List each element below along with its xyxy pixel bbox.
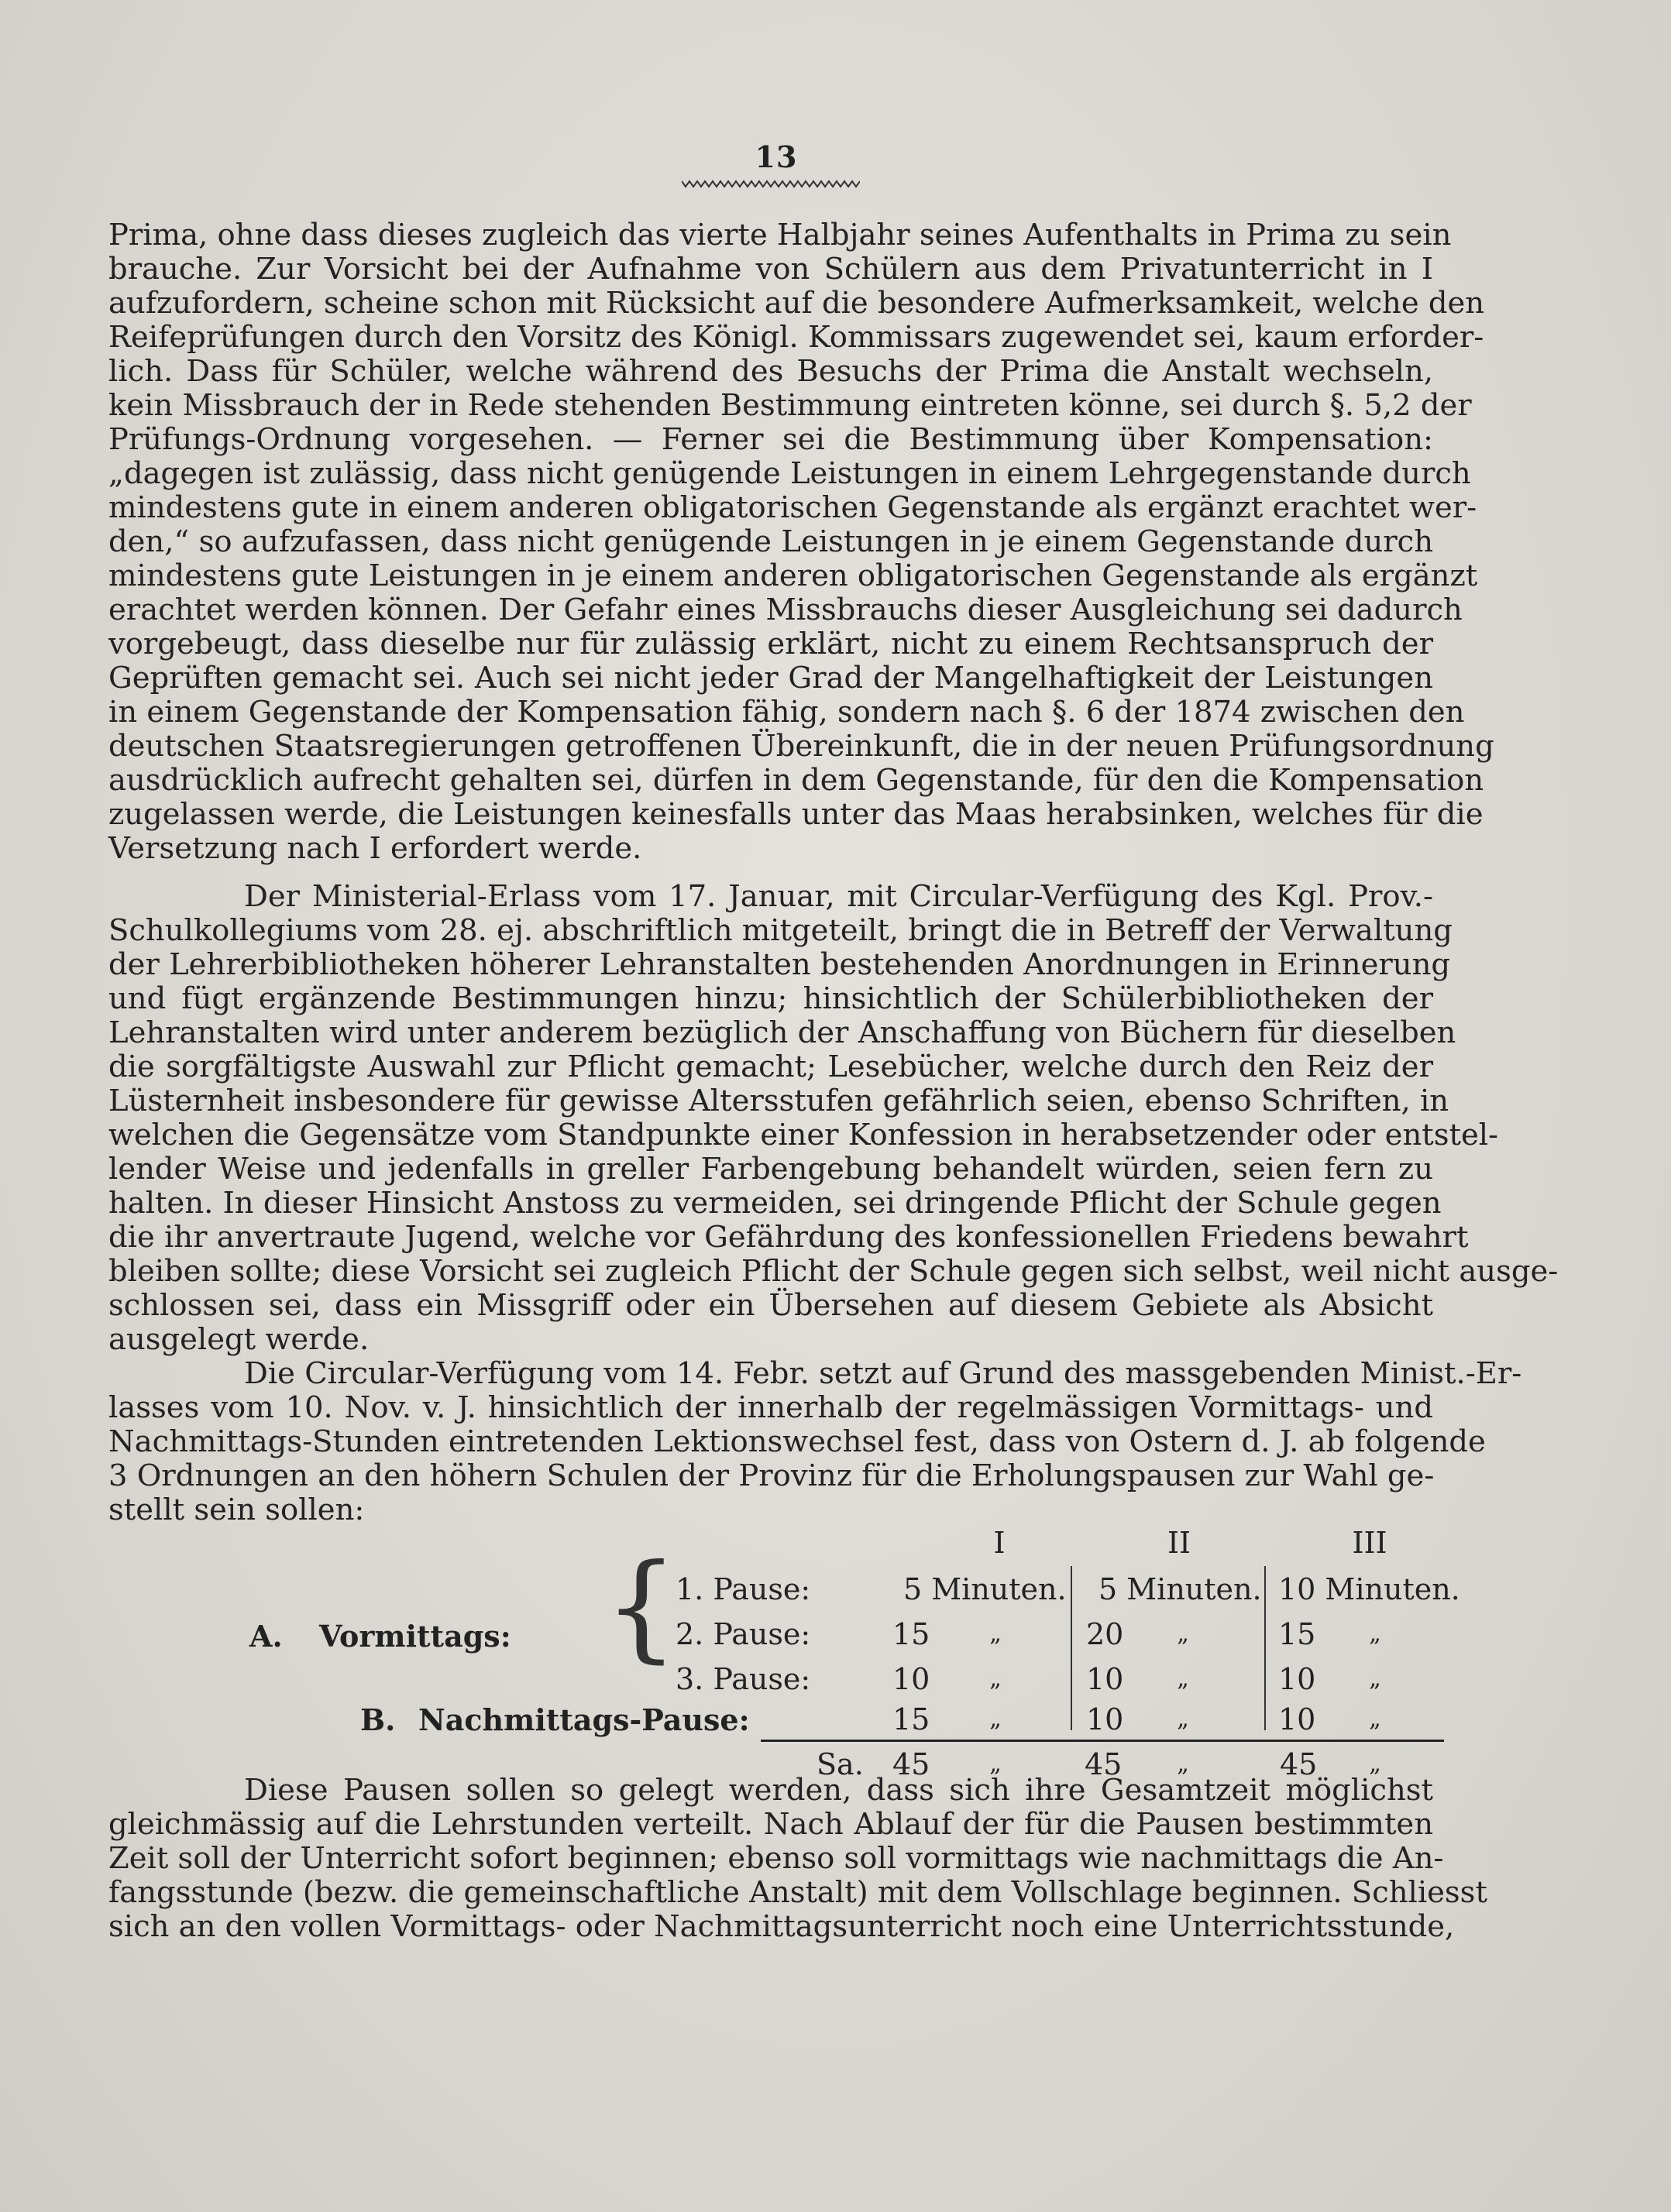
- paragraph-3: [108, 1356, 1522, 1527]
- page-number: 13: [755, 139, 798, 174]
- ditto-mark: „: [1177, 1620, 1189, 1647]
- text-line: halten. In dieser Hinsicht Anstoss zu vermeiden, sei dringende Pflicht der Schule gegen: [108, 1186, 1442, 1221]
- paragraph-2: [108, 879, 1559, 1357]
- text-line: mindestens gute in einem anderen obligatorischen Gegenstande als ergänzt erachtet wer-: [108, 490, 1477, 525]
- ditto-mark: „: [1369, 1620, 1381, 1647]
- text-line: der Lehrerbibliotheken höherer Lehranstalten bestehenden Anordnungen in Erinnerung: [108, 947, 1451, 982]
- cell-r4-c2: 10: [1086, 1702, 1124, 1736]
- text-line: stellt sein sollen:: [108, 1492, 365, 1527]
- text-line: Reifeprüfungen durch den Vorsitz des Königl. Kommissars zugewendet sei, kaum erforder-: [108, 320, 1484, 355]
- text-line: sich an den vollen Vormittags- oder Nachmittagsunterricht noch eine Unterrichtsstunde,: [108, 1909, 1455, 1944]
- row-label-pause-3: 3. Pause:: [676, 1662, 811, 1696]
- ditto-mark: „: [1177, 1750, 1189, 1778]
- text-line: deutschen Staatsregierungen getroffenen Übereinkunft, die in der neuen Prüfungsordnung: [108, 729, 1494, 764]
- cell-r2-c2: 20: [1086, 1617, 1124, 1651]
- paragraph-1: [108, 218, 1494, 866]
- row-label-pause-2: 2. Pause:: [676, 1617, 811, 1651]
- text-line: bleiben sollte; diese Vorsicht sei zugleich Pflicht der Schule gegen sich selbst, weil nicht ausge-: [108, 1254, 1559, 1289]
- column-header-II: II: [1167, 1526, 1191, 1560]
- sum-c3: 45: [1280, 1747, 1318, 1781]
- text-line: kein Missbrauch der in Rede stehenden Bestimmung eintreten könne, sei durch §. 5,2 der: [108, 388, 1472, 423]
- text-line: mindestens gute Leistungen in je einem anderen obligatorischen Gegenstande als ergänzt: [108, 558, 1478, 593]
- text-line: den,“ so aufzufassen, dass nicht genügende Leistungen in je einem Gegenstande durch: [108, 524, 1433, 559]
- sum-label: Sa.: [817, 1747, 864, 1781]
- text-line: lich. Dass für Schüler, welche während des Besuchs der Prima die Anstalt wechseln,: [108, 354, 1433, 389]
- ditto-mark: „: [989, 1705, 1002, 1733]
- text-line: erachtet werden können. Der Gefahr eines Missbrauchs dieser Ausgleichung sei dadurch: [108, 592, 1463, 627]
- text-line: Lehranstalten wird unter anderem bezüglich der Anschaffung von Büchern für dieselben: [108, 1015, 1456, 1050]
- text-line: Diese Pausen sollen so gelegt werden, dass sich ihre Gesamtzeit möglichst: [244, 1773, 1433, 1808]
- cell-r4-c3: 10: [1278, 1702, 1316, 1736]
- text-line: aufzufordern, scheine schon mit Rücksicht auf die besondere Aufmerksamkeit, welche den: [108, 286, 1485, 321]
- text-line: die ihr anvertraute Jugend, welche vor Gefährdung des konfessionellen Friedens bewahrt: [108, 1220, 1469, 1255]
- cell-r1-c3: 10 Minuten.: [1278, 1572, 1460, 1606]
- text-line: lender Weise und jedenfalls in greller Farbengebung behandelt würden, seien fern zu: [108, 1152, 1433, 1187]
- page-number-ornament: [682, 178, 860, 189]
- cell-r3-c3: 10: [1278, 1662, 1316, 1696]
- cell-r4-c1: 15: [892, 1702, 930, 1736]
- text-line: fangsstunde (bezw. die gemeinschaftliche Anstalt) mit dem Vollschlage beginnen. Schliesst: [108, 1875, 1487, 1910]
- text-line: gleichmässig auf die Lehrstunden verteilt. Nach Ablauf der für die Pausen bestimmten: [108, 1807, 1433, 1842]
- sum-rule: [761, 1740, 1444, 1742]
- column-divider: [1264, 1566, 1266, 1730]
- ditto-mark: „: [989, 1750, 1002, 1778]
- text-line: Lüsternheit insbesondere für gewisse Altersstufen gefährlich seien, ebenso Schriften, in: [108, 1084, 1449, 1118]
- cell-r3-c2: 10: [1086, 1662, 1124, 1696]
- ditto-mark: „: [1177, 1705, 1189, 1733]
- cell-r2-c3: 15: [1278, 1617, 1316, 1651]
- row-label-pause-1: 1. Pause:: [676, 1572, 811, 1606]
- cell-r3-c1: 10: [892, 1662, 930, 1696]
- text-line: Schulkollegiums vom 28. ej. abschriftlich mitgeteilt, bringt die in Betreff der Verwaltung: [108, 913, 1453, 948]
- ditto-mark: „: [989, 1665, 1002, 1692]
- paragraph-4: [108, 1773, 1487, 1944]
- text-line: Versetzung nach I erfordert werde.: [108, 831, 642, 866]
- text-line: lasses vom 10. Nov. v. J. hinsichtlich der innerhalb der regelmässigen Vormittags- und: [108, 1390, 1433, 1425]
- text-line: brauche. Zur Vorsicht bei der Aufnahme von Schülern aus dem Privatunterricht in I: [108, 252, 1433, 287]
- column-divider: [1071, 1566, 1072, 1730]
- text-line: Geprüften gemacht sei. Auch sei nicht jeder Grad der Mangelhaftigkeit der Leistungen: [108, 661, 1433, 696]
- text-line: und fügt ergänzende Bestimmungen hinzu; hinsichtlich der Schülerbibliotheken der: [108, 981, 1433, 1016]
- cell-r1-c2: 5 Minuten.: [1099, 1572, 1262, 1606]
- text-line: schlossen sei, dass ein Missgriff oder ein Übersehen auf diesem Gebiete als Absicht: [108, 1288, 1433, 1323]
- text-line: ausgelegt werde.: [108, 1322, 370, 1357]
- text-line: ausdrücklich aufrecht gehalten sei, dürfen in dem Gegenstande, für den die Kompensation: [108, 763, 1484, 798]
- section-a-letter: A.: [249, 1619, 283, 1654]
- text-line: vorgebeugt, dass dieselbe nur für zulässig erklärt, nicht zu einem Rechtsanspruch der: [108, 627, 1433, 661]
- cell-r1-c1: 5 Minuten.: [903, 1572, 1067, 1606]
- ditto-mark: „: [1369, 1665, 1381, 1692]
- text-line: zugelassen werde, die Leistungen keinesfalls unter das Maas herabsinken, welches für die: [108, 797, 1484, 832]
- ditto-mark: „: [1369, 1750, 1381, 1778]
- text-line: Zeit soll der Unterricht sofort beginnen; ebenso soll vormittags wie nachmittags die An-: [108, 1841, 1444, 1876]
- section-b-label: Nachmittags-Pause:: [418, 1702, 750, 1737]
- ditto-mark: „: [989, 1620, 1002, 1647]
- ditto-mark: „: [1177, 1665, 1189, 1692]
- section-b-letter: B.: [360, 1702, 396, 1737]
- text-line: die sorgfältigste Auswahl zur Pflicht gemacht; Lesebücher, welche durch den Reiz der: [108, 1049, 1433, 1084]
- brace-vormittags: {: [604, 1540, 679, 1674]
- text-line: Die Circular-Verfügung vom 14. Febr. setzt auf Grund des massgebenden Minist.-Er-: [244, 1356, 1522, 1391]
- text-line: welchen die Gegensätze vom Standpunkte einer Konfession in herabsetzender oder entstel-: [108, 1118, 1499, 1152]
- text-line: Prüfungs-Ordnung vorgesehen. — Ferner sei die Bestimmung über Kompensation:: [108, 422, 1433, 457]
- cell-r2-c1: 15: [892, 1617, 930, 1651]
- text-line: in einem Gegenstande der Kompensation fähig, sondern nach §. 6 der 1874 zwischen den: [108, 695, 1465, 730]
- section-a-label: Vormittags:: [319, 1619, 511, 1654]
- text-line: Prima, ohne dass dieses zugleich das vierte Halbjahr seines Aufenthalts in Prima zu sein: [108, 218, 1452, 252]
- column-header-III: III: [1352, 1526, 1387, 1560]
- sum-c2: 45: [1085, 1747, 1123, 1781]
- text-line: Nachmittags-Stunden eintretenden Lektionswechsel fest, dass von Ostern d. J. ab folgende: [108, 1424, 1486, 1459]
- text-line: Der Ministerial-Erlass vom 17. Januar, mit Circular-Verfügung des Kgl. Prov.-: [244, 879, 1433, 914]
- text-line: 3 Ordnungen an den höhern Schulen der Provinz für die Erholungspausen zur Wahl ge-: [108, 1458, 1435, 1493]
- column-header-I: I: [993, 1526, 1006, 1560]
- sum-c1: 45: [892, 1747, 930, 1781]
- ditto-mark: „: [1369, 1705, 1381, 1733]
- text-line: „dagegen ist zulässig, dass nicht genügende Leistungen in einem Lehrgegenstande durch: [108, 456, 1471, 491]
